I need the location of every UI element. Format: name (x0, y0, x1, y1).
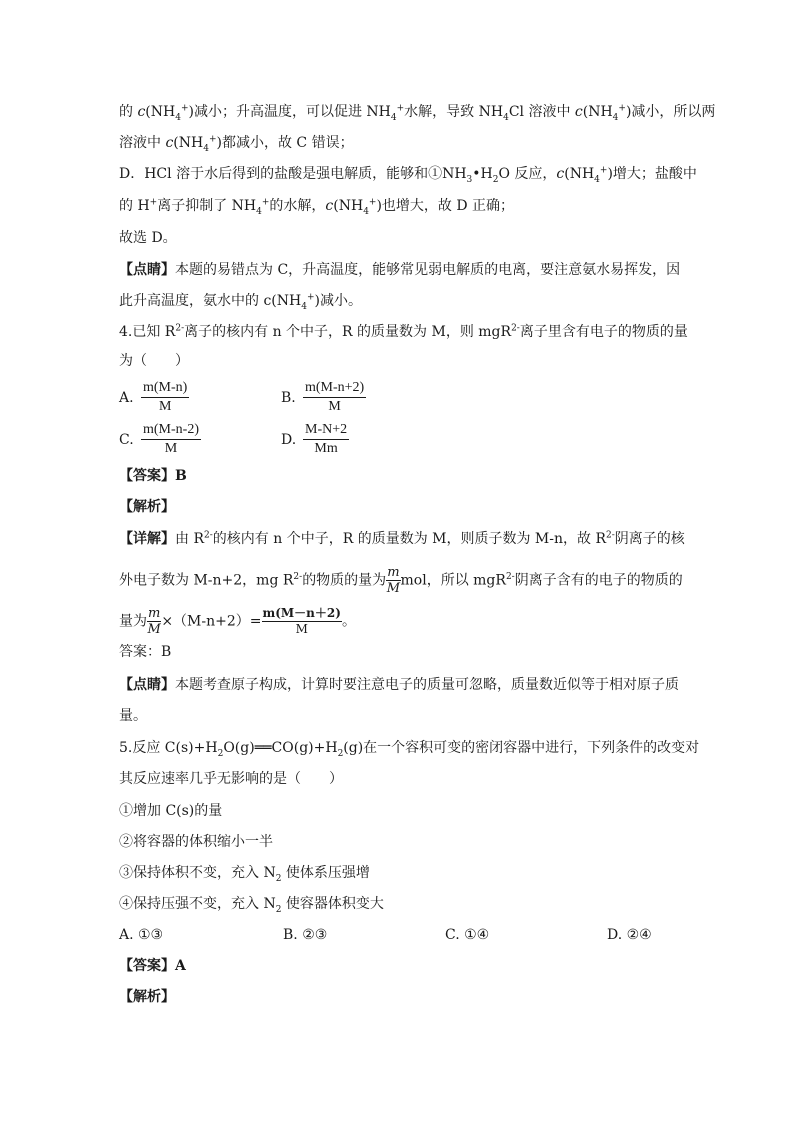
note-line: 量。 (119, 708, 147, 724)
option-a: A. ①③ (119, 927, 164, 943)
option-b-fraction: $\frac{m(M-n+2)}{M}$ (305, 380, 365, 414)
inline-fraction: $\frac{m}{M}$ (147, 606, 161, 637)
question-4-stem: 4.已知 $R^{2-}$离子的核内有 n 个中子，R 的质量数为 M，则 mgR$^{2-}$离子里含有电子的物质的量 (119, 323, 688, 340)
conclusion: 故选 D。 (119, 230, 177, 246)
result-fraction: $\frac{m(M-n+2)}{M}$ (262, 606, 341, 636)
note-line: 【点睛】本题的易错点为 C，升高温度，能够常见弱电解质的电离，要注意氨水易挥发，因 (119, 262, 681, 278)
text-line: 溶液中 $c(NH_4^+)$都减小，故 C 错误； (119, 134, 354, 154)
answer-line: 答案：B (119, 644, 172, 660)
option-d-letter: D. (281, 432, 297, 448)
option-a-letter: A. (119, 390, 134, 406)
note-line: 【点睛】本题考查原子构成，计算时要注意电子的质量可忽略，质量数近似等于相对原子质 (119, 677, 679, 693)
condition-item: ④保持压强不变，充入 $N_2$ 使容器体积变大 (119, 896, 384, 915)
question-4-stem: 为（ ） (119, 353, 189, 369)
option-b: B. ②③ (283, 927, 328, 943)
option-c: C. ①④ (445, 927, 490, 943)
option-c-fraction: $\frac{m(M-n-2)}{M}$ (143, 422, 199, 456)
condition-item: ②将容器的体积缩小一半 (119, 834, 273, 850)
detail-line: 量为 $\frac{m}{M}$ ×（M-n+2）= $\frac{m(M-n+2)}{M}$ 。 (119, 606, 356, 637)
detail-line: 外电子数为 M-n+2，mg $R^{2-}$的物质的量为 $\frac{m}{M}$ mol，所以 mgR$^{2-}$阴离子含有的电子的物质的 (119, 565, 683, 596)
inline-fraction: $\frac{m}{M}$ (386, 565, 400, 596)
text-line: D．HCl 溶于水后得到的盐酸是强电解质，能够和$①NH_3•H_2O$ 反应，$c(NH_4^+)$增大；盐酸中 (119, 165, 697, 185)
question-5-stem: 5.反应 $C(s)+H_2O(g)══CO(g)+H_2(g)$在一个容积可变的密闭容器中进行，下列条件的改变对 (119, 740, 700, 759)
question-5-stem: 其反应速率几乎无影响的是（ ） (119, 771, 343, 787)
answer-label: 【答案】B (119, 468, 187, 484)
analysis-label: 【解析】 (119, 499, 175, 515)
option-d: D. ②④ (607, 927, 652, 943)
option-d-fraction: $\frac{M-N+2}{Mm}$ (305, 422, 348, 456)
condition-item: ③保持体积不变，充入 $N_2$ 使体系压强增 (119, 865, 370, 884)
answer-label: 【答案】A (119, 958, 186, 974)
text-line: 的 H+离子抑制了 $NH_4^+$的水解，$c(NH_4^+)$也增大，故 D 正确； (119, 197, 515, 217)
condition-item: ①增加 C(s)的量 (119, 803, 223, 819)
analysis-label: 【解析】 (119, 989, 175, 1005)
option-c-letter: C. (119, 432, 134, 448)
note-line: 此升高温度，氨水中的 $c(NH_4^+)$减小。 (119, 292, 362, 312)
text-line: 的 $c(NH_4^+)$减小；升高温度，可以促进 $NH_4^+$水解，导致 $NH_4Cl$ 溶液中 $c(NH_4^+)$减小，所以两 (119, 103, 716, 123)
option-a-fraction: $\frac{m(M-n)}{M}$ (143, 380, 188, 414)
detail-line: 【详解】由 $R^{2-}$的核内有 n 个中子，R 的质量数为 M，则质子数为 M-n，故 $R^{2-}$阴离子的核 (119, 530, 685, 547)
option-b-letter: B. (281, 390, 296, 406)
